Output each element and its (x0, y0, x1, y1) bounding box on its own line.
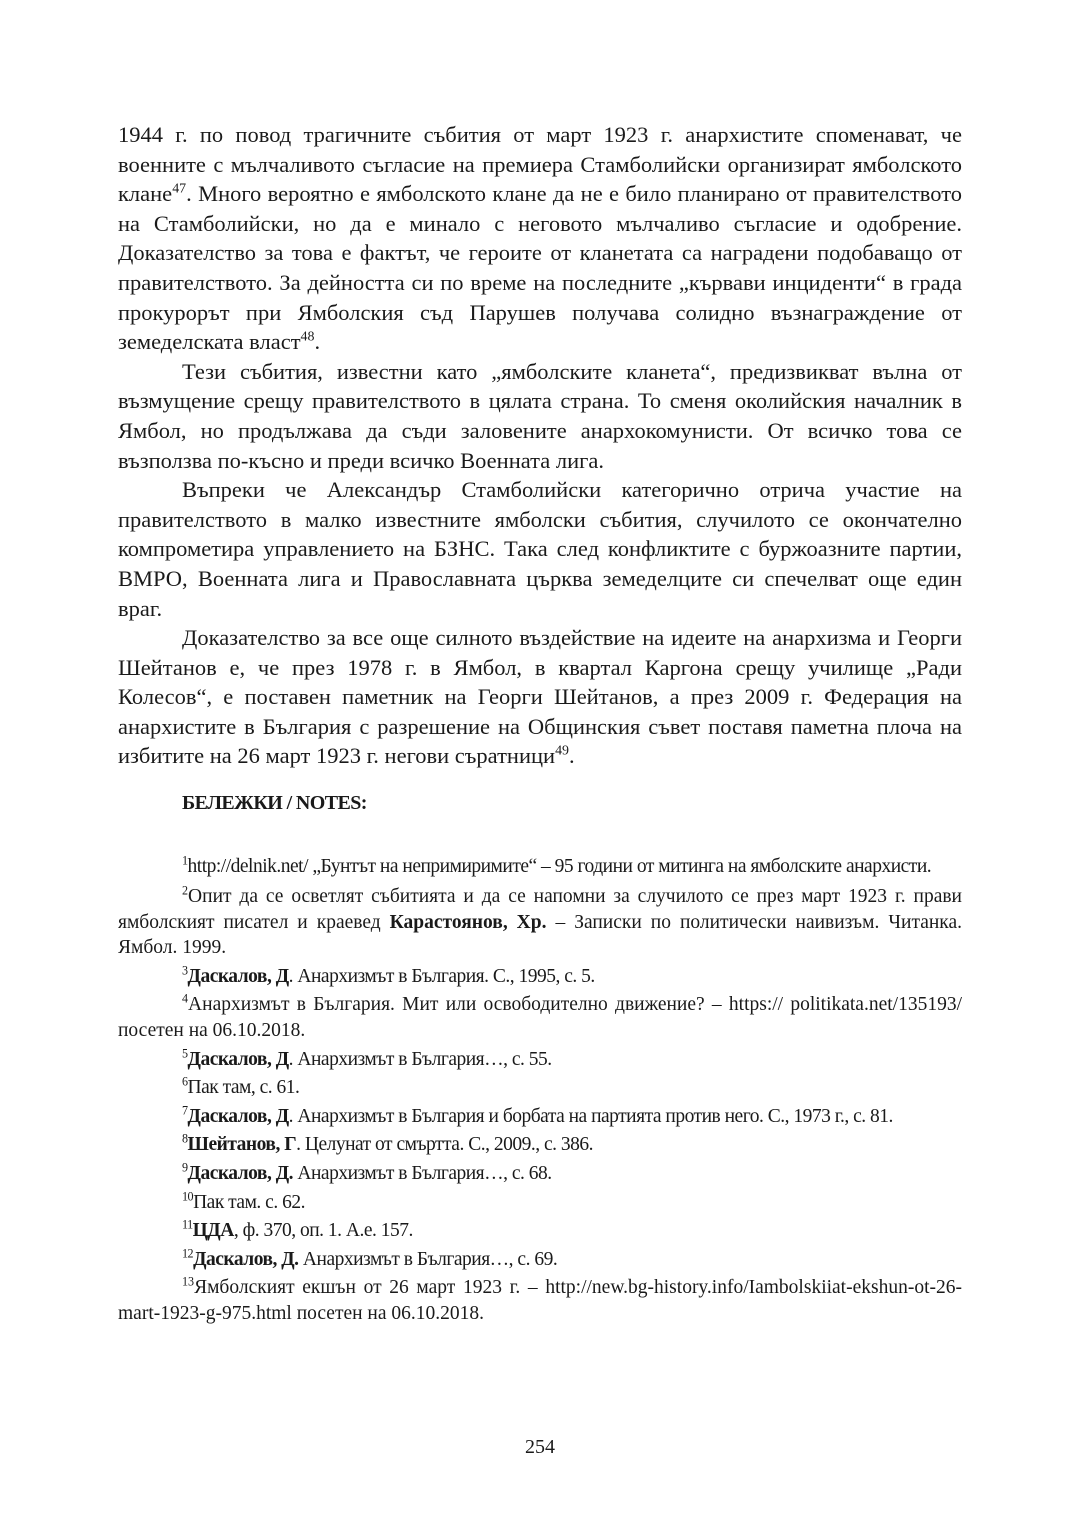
note-text: . Анархизмът в България. С., 1995, с. 5. (288, 965, 595, 987)
note-1 (118, 850, 962, 884)
note-author: Даскалов, Д. (193, 1248, 299, 1270)
note-text: . Анархизмът в България и борбата на партията против него. С., 1973 г., с. 81. (288, 1105, 893, 1127)
note-number: 7 (182, 1103, 188, 1118)
note-text: Пак там, с. 61. (187, 1077, 300, 1099)
note-number: 11 (182, 1217, 193, 1232)
note-text: Анархизмът в България…, с. 69. (298, 1248, 558, 1270)
note-number: 3 (182, 963, 188, 978)
note-text: Пак там. с. 62. (193, 1191, 305, 1213)
note-6 (118, 1075, 962, 1101)
note-3 (118, 964, 962, 990)
note-author: Карастоянов, Хр. (389, 911, 547, 933)
note-4 (118, 992, 962, 1043)
paragraph-2: Тези събития, известни като „ямболските кланета“, предизвикват вълна от възмущение срещу правителството в цялата страна. То сменя околийския началник в Ямбол, но продължава да съди заловените анархокомунисти. От всичко това се възползва по-късно и преди всичко Военната лига. (118, 358, 962, 473)
footnote-ref-47[interactable]: 47 (172, 181, 187, 197)
note-text: . Целунат от смъртта. С., 2009., с. 386. (296, 1134, 593, 1156)
note-author: ЦДА (192, 1220, 234, 1242)
footnote-ref-49[interactable]: 49 (555, 743, 570, 759)
note-number: 6 (182, 1074, 188, 1089)
paragraph-1-text-c: . (314, 329, 321, 355)
paragraph-1-text-a: 1944 г. по повод трагичните събития от март 1923 г. анархистите споменават, че военните с мълчаливото съгласие на премиера Стамболийски организират ямболското клане (118, 122, 962, 207)
note-text: http://delnik.net/ „Бунтът на непримиримите“ – 95 години от митинга на ямболските анархисти. (187, 856, 932, 877)
note-text: Ямболският екшън от 26 март 1923 г. – http://new.bg-history.info/Iambolskiiat-ekshun-ot-26-mart-1923-g-975.html посетен на 06.10.2018. (118, 1277, 962, 1324)
note-10 (118, 1190, 962, 1216)
note-author: Даскалов, Д. (187, 1162, 294, 1184)
note-number: 4 (182, 991, 189, 1006)
note-2 (118, 884, 962, 961)
note-text: , ф. 370, оп. 1. А.е. 157. (233, 1220, 413, 1242)
note-8 (118, 1132, 962, 1158)
paragraph-1-text-b: . Много вероятно е ямболското клане да не е било планирано от правителството на Стамболийски, но да е минало с неговото мълчаливо съгласие и одобрение. Доказателство за това е фактът, че героите от кланетата са наградени подобаващо от правителството. За дейността си по време на последните „кървави инциденти“ в града прокурорът при Ямболския съд Парушев получава солидно възнаграждение от земеделската власт (118, 181, 962, 355)
notes-list (118, 850, 962, 1330)
paragraph-3: Въпреки че Александър Стамболийски категорично отрича участие на правителството в малко известните ямболски събития, случилото се окончателно компрометира управлението на БЗНС. Така след конфликтите с буржоазните партии, ВМРО, Военната лига и Православната църква земеделците си спечелват още един враг. (118, 477, 962, 621)
note-text: Анархизмът в България. Мит или освободително движение? – https:// politikata.net/135193/ посетен на 06.10.2018. (118, 994, 962, 1041)
note-number: 1 (182, 853, 188, 868)
note-number: 2 (182, 883, 189, 898)
paragraph-1 (118, 120, 962, 357)
note-number: 9 (182, 1160, 188, 1175)
note-number: 12 (182, 1246, 194, 1261)
note-author: Даскалов, Д (187, 965, 289, 987)
footnote-ref-48[interactable]: 48 (300, 329, 315, 345)
note-text: – Записки по политически наивизъм. Читанка. Ямбол. 1999. (118, 911, 962, 959)
notes-heading: БЕЛЕЖКИ / NOTES: (182, 792, 367, 814)
page-number: 254 (525, 1436, 555, 1458)
body-text (118, 120, 962, 771)
note-number: 13 (182, 1274, 195, 1289)
note-text: Опит да се осветлят събитията и да се напомни за случилото се през март 1923 г. прави ямболският писател и краевед (118, 886, 962, 933)
note-text: Анархизмът в България…, с. 68. (293, 1162, 552, 1184)
paragraph-4 (118, 623, 962, 771)
paragraph-4-text-b: . (569, 743, 575, 769)
note-author: Шейтанов, Г (187, 1134, 297, 1156)
note-9 (118, 1161, 962, 1187)
note-11 (118, 1218, 962, 1244)
note-author: Даскалов, Д (187, 1048, 289, 1070)
note-7 (118, 1104, 962, 1130)
paragraph-4-text-a: Доказателство за все още силното въздействие на идеите на анархизма и Георги Шейтанов е, че през 1978 г. в Ямбол, в квартал Каргона срещу училище „Ради Колесов“, е поставен паметник на Георги Шейтанов, а през 2009 г. Федерация на анархистите в България с разрешение на Общинския съвет поставя паметна плоча на избитите на 26 март 1923 г. негови съратници (118, 625, 962, 769)
note-number: 5 (182, 1046, 188, 1061)
note-text: . Анархизмът в България…, с. 55. (288, 1048, 552, 1070)
note-number: 8 (182, 1131, 188, 1146)
note-5 (118, 1047, 962, 1073)
note-number: 10 (182, 1189, 194, 1204)
note-13 (118, 1275, 962, 1326)
note-12 (118, 1247, 962, 1273)
note-author: Даскалов, Д (187, 1105, 289, 1127)
